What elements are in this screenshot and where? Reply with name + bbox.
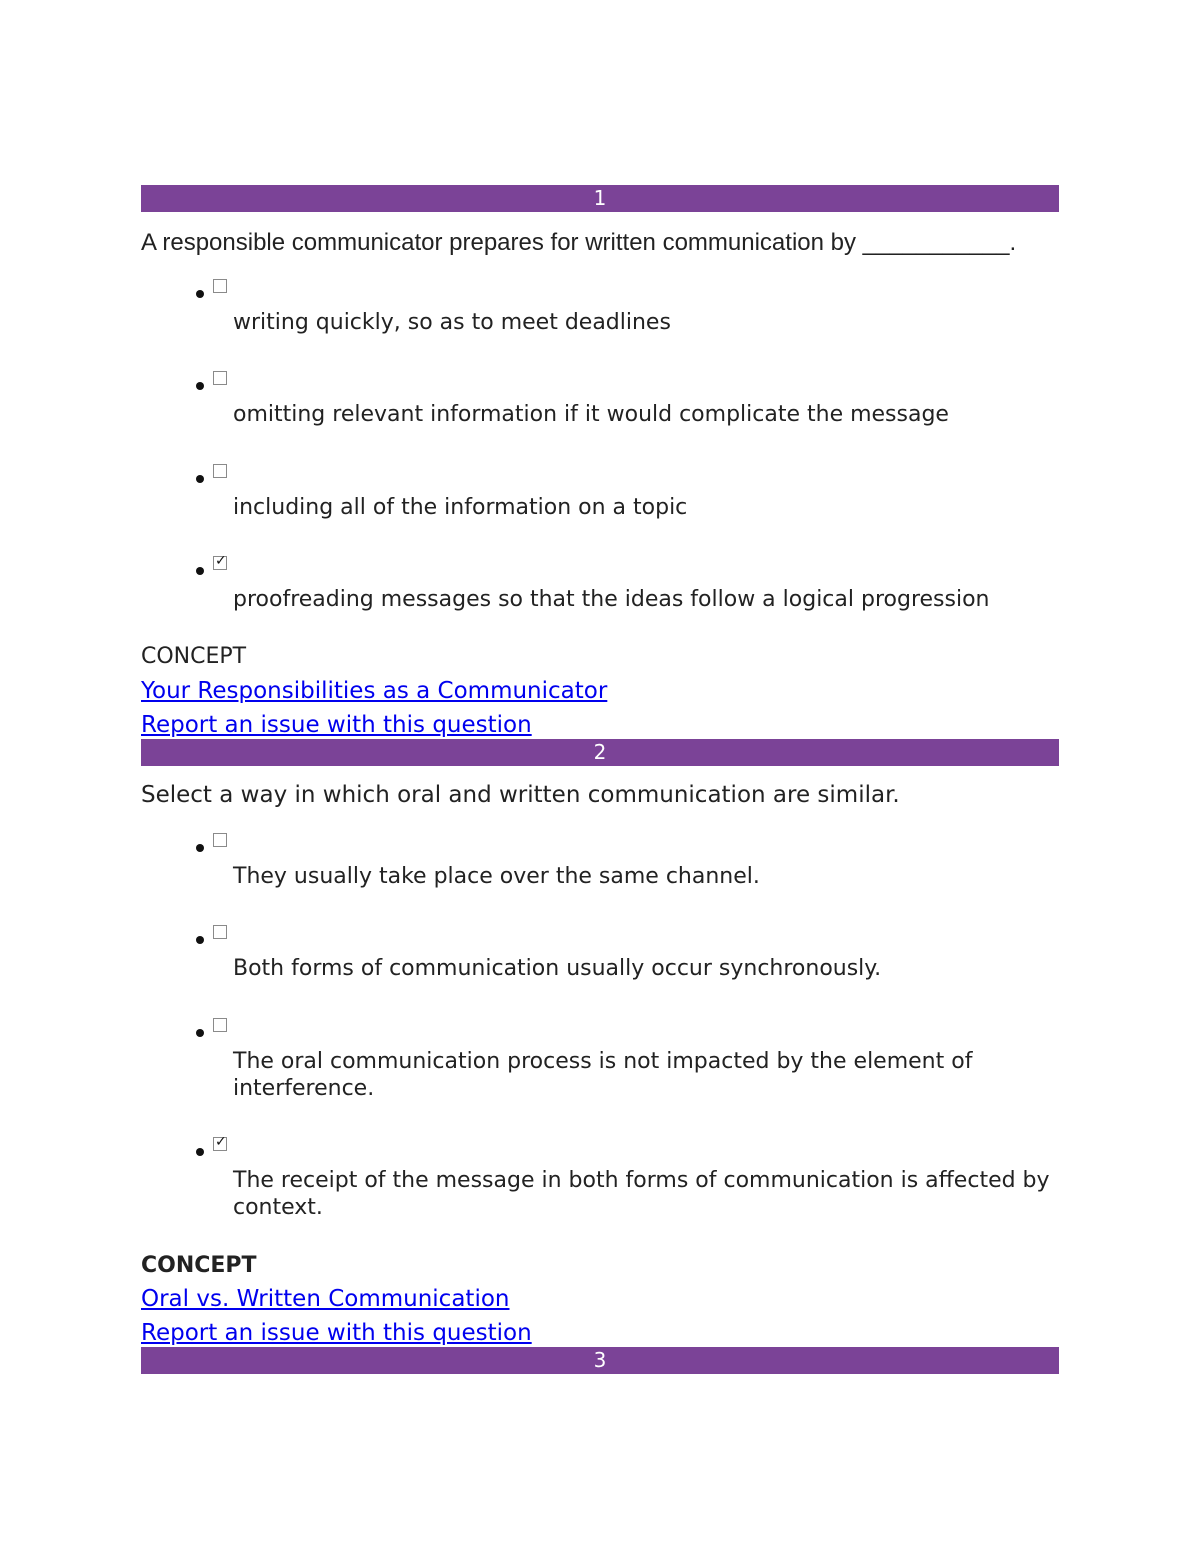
answer-option-text: omitting relevant information if it would complicate the message <box>233 402 949 427</box>
checkbox-checked[interactable] <box>213 1134 227 1151</box>
answer-option-text: proofreading messages so that the ideas follow a logical progression <box>233 587 990 612</box>
checkbox[interactable] <box>213 925 227 939</box>
checkbox[interactable] <box>213 1018 227 1032</box>
question-prompt: Select a way in which oral and written communication are similar. <box>141 782 900 808</box>
check-icon: ✓ <box>215 553 227 569</box>
checkbox[interactable] <box>213 833 227 847</box>
question-number: 1 <box>593 186 607 210</box>
bullet-icon <box>196 567 204 575</box>
bullet-icon <box>196 1148 204 1156</box>
report-issue-link[interactable]: Report an issue with this question <box>141 712 532 738</box>
checkbox[interactable] <box>213 279 227 293</box>
concept-label: CONCEPT <box>141 1253 257 1278</box>
concept-label: CONCEPT <box>141 644 247 669</box>
answer-option-text: Both forms of communication usually occur synchronously. <box>233 956 882 981</box>
bullet-icon <box>196 1029 204 1037</box>
answer-option-text: The oral communication process is not impacted by the element of interference. <box>233 1049 973 1101</box>
answer-option-text: including all of the information on a topic <box>233 495 688 520</box>
question-number: 3 <box>593 1348 607 1372</box>
question-number-bar <box>141 1347 1059 1374</box>
bullet-icon <box>196 290 204 298</box>
report-issue-link[interactable]: Report an issue with this question <box>141 1320 532 1346</box>
question-number-bar <box>141 739 1059 766</box>
question-number: 2 <box>593 740 607 764</box>
checkbox-checked[interactable] <box>213 553 227 570</box>
check-icon: ✓ <box>215 1134 227 1150</box>
question-prompt: A responsible communicator prepares for written communication by ___________. <box>141 229 1017 256</box>
concept-link[interactable]: Your Responsibilities as a Communicator <box>141 678 608 704</box>
bullet-icon <box>196 844 204 852</box>
answer-option-text: writing quickly, so as to meet deadlines <box>233 310 671 335</box>
checkbox[interactable] <box>213 371 227 385</box>
question-number-bar <box>141 185 1059 212</box>
answer-option-text: The receipt of the message in both forms of communication is affected by context. <box>233 1168 1050 1220</box>
concept-link[interactable]: Oral vs. Written Communication <box>141 1286 510 1312</box>
answer-option-text: They usually take place over the same channel. <box>233 864 760 889</box>
checkbox[interactable] <box>213 464 227 478</box>
bullet-icon <box>196 936 204 944</box>
bullet-icon <box>196 475 204 483</box>
bullet-icon <box>196 382 204 390</box>
